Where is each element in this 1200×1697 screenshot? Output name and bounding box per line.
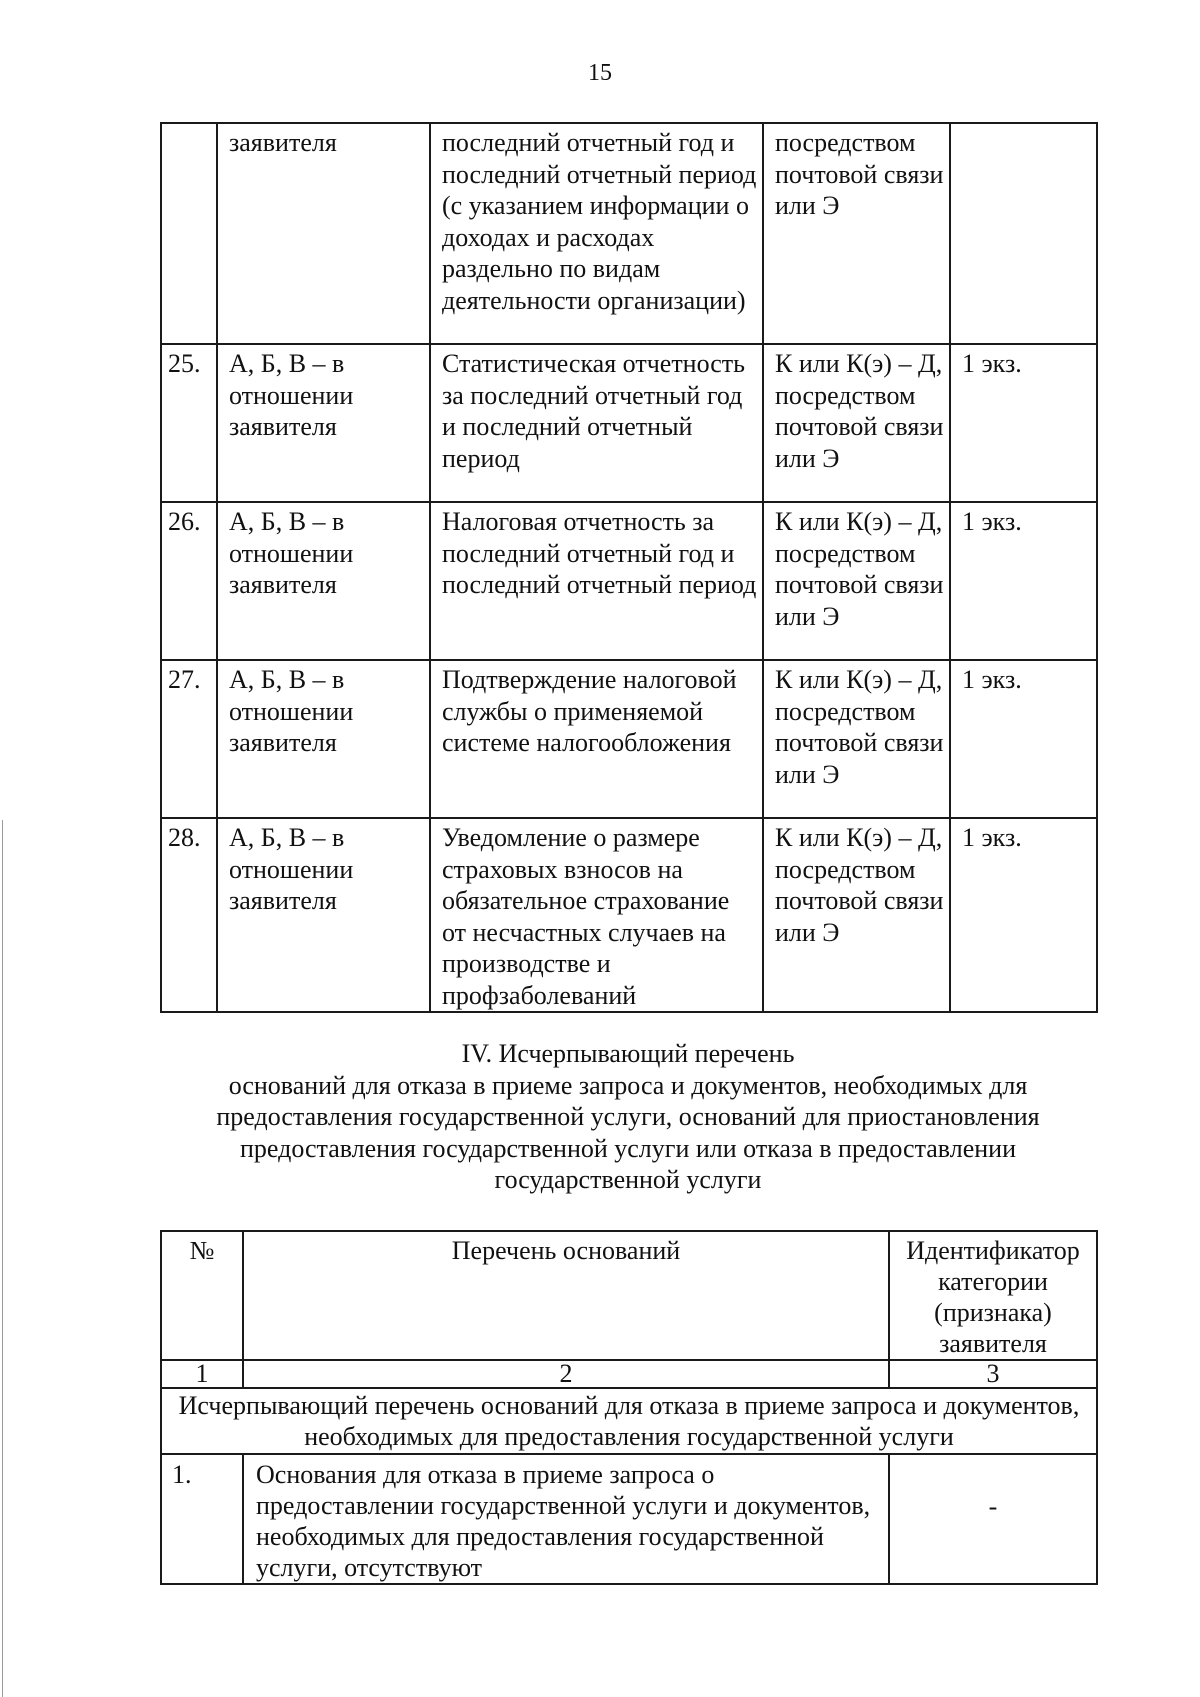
group-title-row [161,1388,1097,1454]
group-title-cell: Исчерпывающий перечень оснований для отказа в приеме запроса и документов, необходимых для предоставления государственной услуги [161,1388,1097,1454]
header-number-cell: № [161,1231,243,1360]
table-row [161,123,1097,344]
column-number-row [161,1360,1097,1388]
quantity-cell: 1 экз. [950,818,1097,1012]
section-heading-line: оснований для отказа в приеме запроса и документов, необходимых для [228,1070,1028,1100]
category-cell: А, Б, В – в отношении заявителя [217,660,430,818]
column-number-cell: 1 [161,1360,243,1388]
section-heading-line: IV. Исчерпывающий перечень [461,1039,795,1068]
scan-edge-line [2,820,3,1697]
row-number-cell: 26. [161,502,217,660]
category-cell: А, Б, В – в отношении заявителя [217,818,430,1012]
quantity-cell [950,123,1097,344]
section-heading-line: предоставления государственной услуги или отказа в предоставлении [239,1133,1016,1163]
header-identifier-cell: Идентификатор категории (признака) заявителя [889,1231,1097,1360]
category-cell: А, Б, В – в отношении заявителя [217,344,430,502]
category-cell: А, Б, В – в отношении заявителя [217,502,430,660]
row-number-cell: 25. [161,344,217,502]
form-cell: К или К(э) – Д, посредством почтовой связи или Э [763,660,950,818]
documents-table [160,122,1098,1013]
row-number-cell: 27. [161,660,217,818]
section-heading-line: государственной услуги [494,1165,762,1194]
page-number: 15 [588,60,612,86]
document-cell: последний отчетный год и последний отчетный период (с указанием информации о доходах и расходах раздельно по видам деятельности организации) [430,123,763,344]
table-row [161,818,1097,1012]
table-row [161,660,1097,818]
table-row [161,344,1097,502]
quantity-cell: 1 экз. [950,660,1097,818]
quantity-cell: 1 экз. [950,344,1097,502]
table-header-row [161,1231,1097,1360]
document-cell: Уведомление о размере страховых взносов на обязательное страхование от несчастных случаев на производстве и профзаболеваний [430,818,763,1012]
form-cell: посредством почтовой связи или Э [763,123,950,344]
grounds-table [160,1230,1098,1585]
row-number-cell: 1. [161,1454,243,1584]
form-cell: К или К(э) – Д, посредством почтовой связи или Э [763,818,950,1012]
form-cell: К или К(э) – Д, посредством почтовой связи или Э [763,344,950,502]
section-iv-heading [160,1038,1096,1196]
table-row [161,1454,1097,1584]
column-number-cell: 2 [243,1360,889,1388]
quantity-cell: 1 экз. [950,502,1097,660]
identifier-cell: - [889,1454,1097,1584]
header-grounds-cell: Перечень оснований [243,1231,889,1360]
document-cell: Налоговая отчетность за последний отчетный год и последний отчетный период [430,502,763,660]
section-heading-line: предоставления государственной услуги, оснований для приостановления [216,1102,1040,1131]
category-cell: заявителя [217,123,430,344]
column-number-cell: 3 [889,1360,1097,1388]
document-cell: Статистическая отчетность за последний отчетный год и последний отчетный период [430,344,763,502]
document-cell: Подтверждение налоговой службы о применяемой системе налогообложения [430,660,763,818]
table-row [161,502,1097,660]
row-number-cell: 28. [161,818,217,1012]
form-cell: К или К(э) – Д, посредством почтовой связи или Э [763,502,950,660]
grounds-text-cell: Основания для отказа в приеме запроса о предоставлении государственной услуги и документов, необходимых для предоставления государственной услуги, отсутствуют [243,1454,889,1584]
row-number-cell [161,123,217,344]
